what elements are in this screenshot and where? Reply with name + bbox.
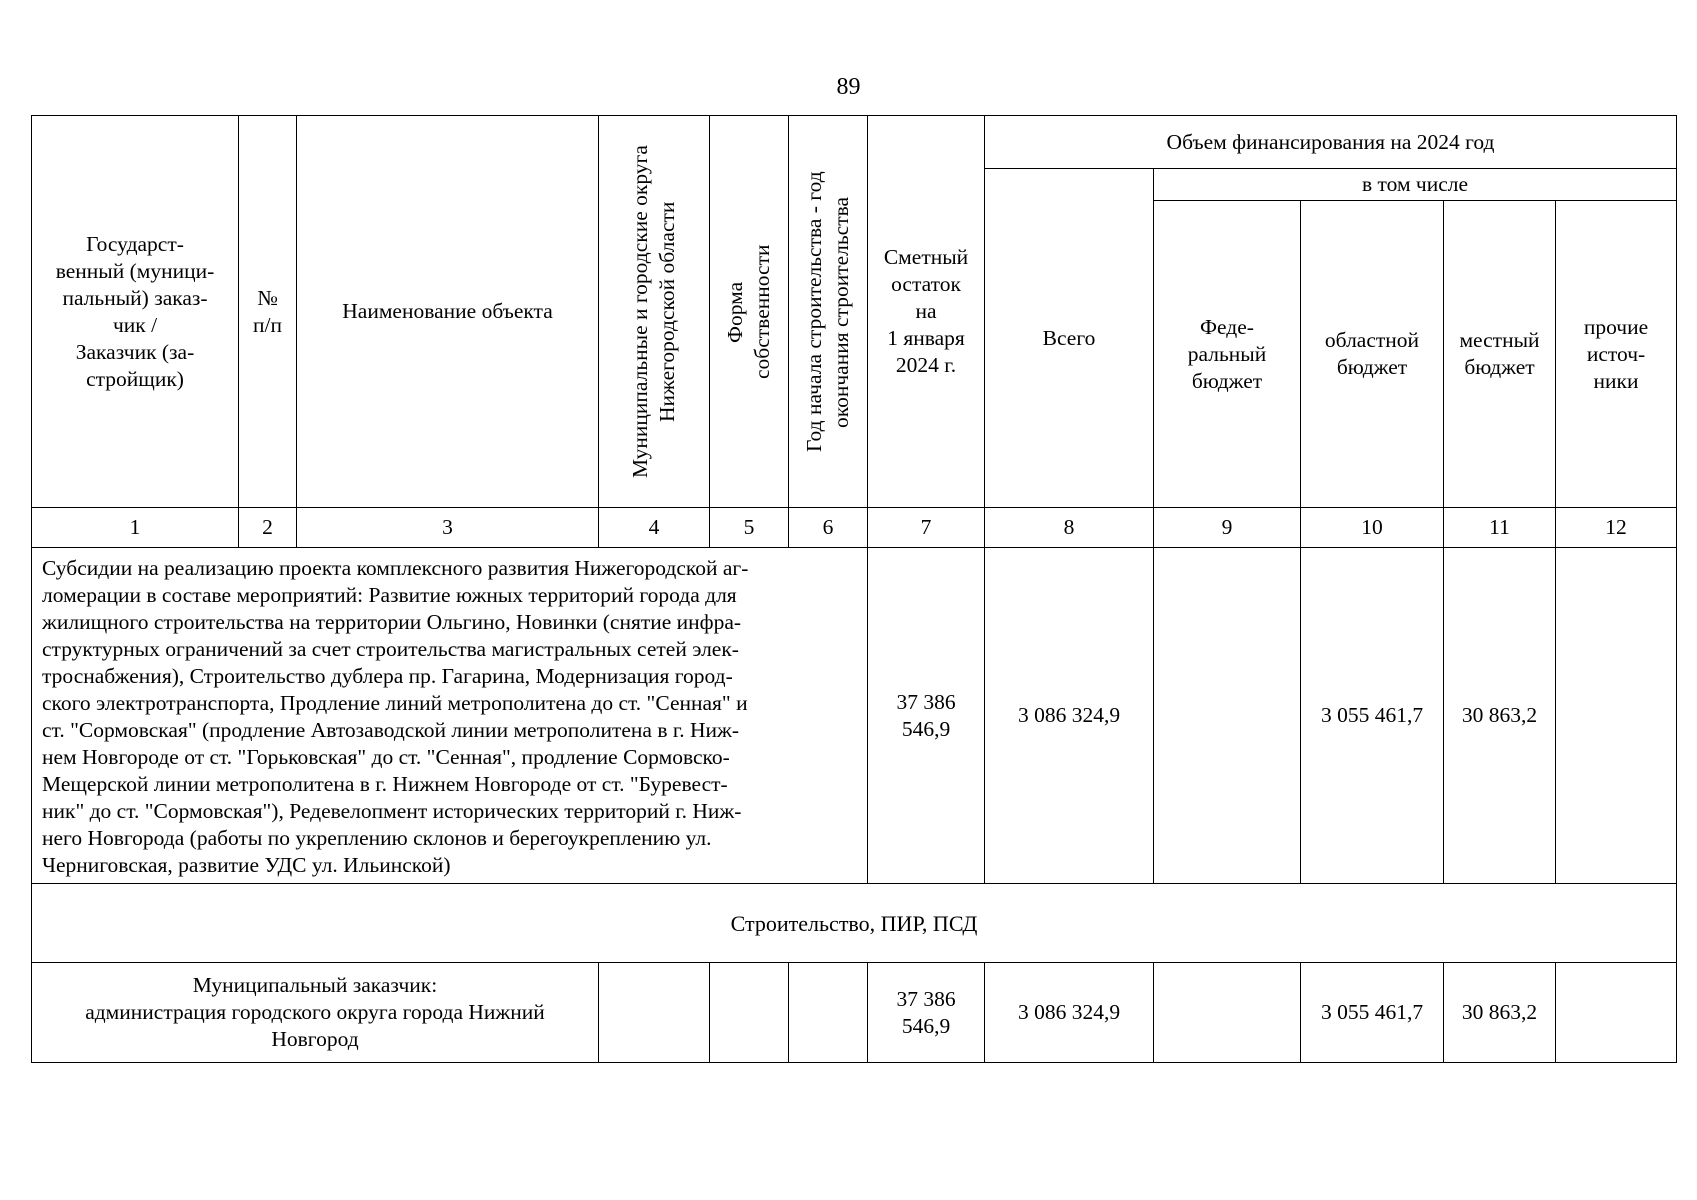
column-number: 11	[1444, 508, 1556, 548]
header-regional-budget-label: областной бюджет	[1324, 328, 1420, 379]
header-local-budget	[1444, 201, 1556, 508]
header-federal-budget-label: Феде- ральный бюджет	[1187, 314, 1267, 393]
header-estimated-balance	[868, 116, 985, 508]
customer-federal	[1154, 963, 1301, 1063]
column-number: 10	[1301, 508, 1444, 548]
customer-regional: 3 055 461,7	[1301, 963, 1444, 1063]
header-customer-label: Государст- венный (муници- пальный) заказ- чик / Заказчик (за- стройщик)	[55, 231, 215, 391]
header-customer	[32, 116, 239, 508]
column-number: 1	[32, 508, 239, 548]
header-local-budget-label: местный бюджет	[1459, 328, 1540, 379]
header-object-name-label: Наименование объекта	[342, 299, 553, 323]
column-number: 4	[599, 508, 710, 548]
customer-row	[32, 963, 1677, 1063]
header-other-sources	[1556, 201, 1677, 508]
column-number: 6	[789, 508, 868, 548]
customer-municipal-districts	[599, 963, 710, 1063]
header-number-label: № п/п	[253, 285, 282, 337]
column-number: 5	[710, 508, 789, 548]
column-number: 8	[985, 508, 1154, 548]
subsidy-federal	[1154, 548, 1301, 884]
subsidy-local: 30 863,2	[1444, 548, 1556, 884]
customer-local: 30 863,2	[1444, 963, 1556, 1063]
header-federal-budget	[1154, 201, 1301, 508]
subsidy-estimated-balance: 37 386 546,9	[868, 548, 985, 884]
customer-construction-years	[789, 963, 868, 1063]
customer-ownership-form	[710, 963, 789, 1063]
column-number: 12	[1556, 508, 1677, 548]
header-construction-years-label: Год начала строительства - год окончания строительства	[802, 171, 853, 452]
column-number: 3	[297, 508, 599, 548]
header-funding-volume-label: Объем финансирования на 2024 год	[1166, 129, 1495, 154]
header-funding-volume	[985, 116, 1677, 169]
header-including	[1154, 169, 1677, 201]
customer-name: Муниципальный заказчик: администрация городского округа города Нижний Новгород	[32, 963, 599, 1063]
subsidy-regional: 3 055 461,7	[1301, 548, 1444, 884]
header-municipal-districts-label: Муниципальные и городские округа Нижегородской области	[628, 145, 679, 478]
subsidy-total: 3 086 324,9	[985, 548, 1154, 884]
header-total-label: Всего	[1042, 325, 1096, 350]
customer-total: 3 086 324,9	[985, 963, 1154, 1063]
header-number	[239, 116, 297, 508]
column-numbers-row	[32, 508, 1677, 548]
subsidy-row	[32, 548, 1677, 884]
header-estimated-balance-label: Сметный остаток на 1 января 2024 г.	[883, 245, 969, 377]
customer-other	[1556, 963, 1677, 1063]
header-ownership-form	[710, 116, 789, 508]
header-including-label: в том числе	[1361, 172, 1469, 196]
column-number: 2	[239, 508, 297, 548]
column-number: 7	[868, 508, 985, 548]
header-total	[985, 169, 1154, 508]
header-other-sources-label: прочие источ- ники	[1583, 314, 1649, 393]
financing-table	[31, 115, 1677, 1063]
subsidy-description: Субсидии на реализацию проекта комплексного развития Нижегородской аг- ломерации в составе мероприятий: Развитие южных территорий города для жилищного строительства на территории Ольгино, Новинки (снятие инфра- структурных ограничений за счет строительства магистральных сетей элек- троснабжения), Строительство дублера пр. Гагарина, Модернизация город- ского электротранспорта, Продление линий метрополитена до ст. "Сенная" и ст. "Сормовская" (продление Автозаводской линии метрополитена в г. Ниж- нем Новгороде от ст. "Горьковская" до ст. "Сенная", продление Сормовско- Мещерской линии метрополитена в г. Нижнем Новгороде от ст. "Буревест- ник" до ст. "Сормовская"), Редевелопмент исторических территорий г. Ниж- него Новгорода (работы по укреплению склонов и берегоукреплению ул. Черниговская, развитие УДС ул. Ильинской)	[32, 548, 868, 884]
header-ownership-form-label: Форма собственности	[723, 244, 774, 379]
header-construction-years	[789, 116, 868, 508]
header-object-name	[297, 116, 599, 508]
column-number: 9	[1154, 508, 1301, 548]
subsidy-other	[1556, 548, 1677, 884]
section-title: Строительство, ПИР, ПСД	[32, 884, 1677, 963]
section-row	[32, 884, 1677, 963]
customer-estimated-balance: 37 386 546,9	[868, 963, 985, 1063]
page-number: 89	[836, 74, 861, 100]
header-regional-budget	[1301, 201, 1444, 508]
header-municipal-districts	[599, 116, 710, 508]
